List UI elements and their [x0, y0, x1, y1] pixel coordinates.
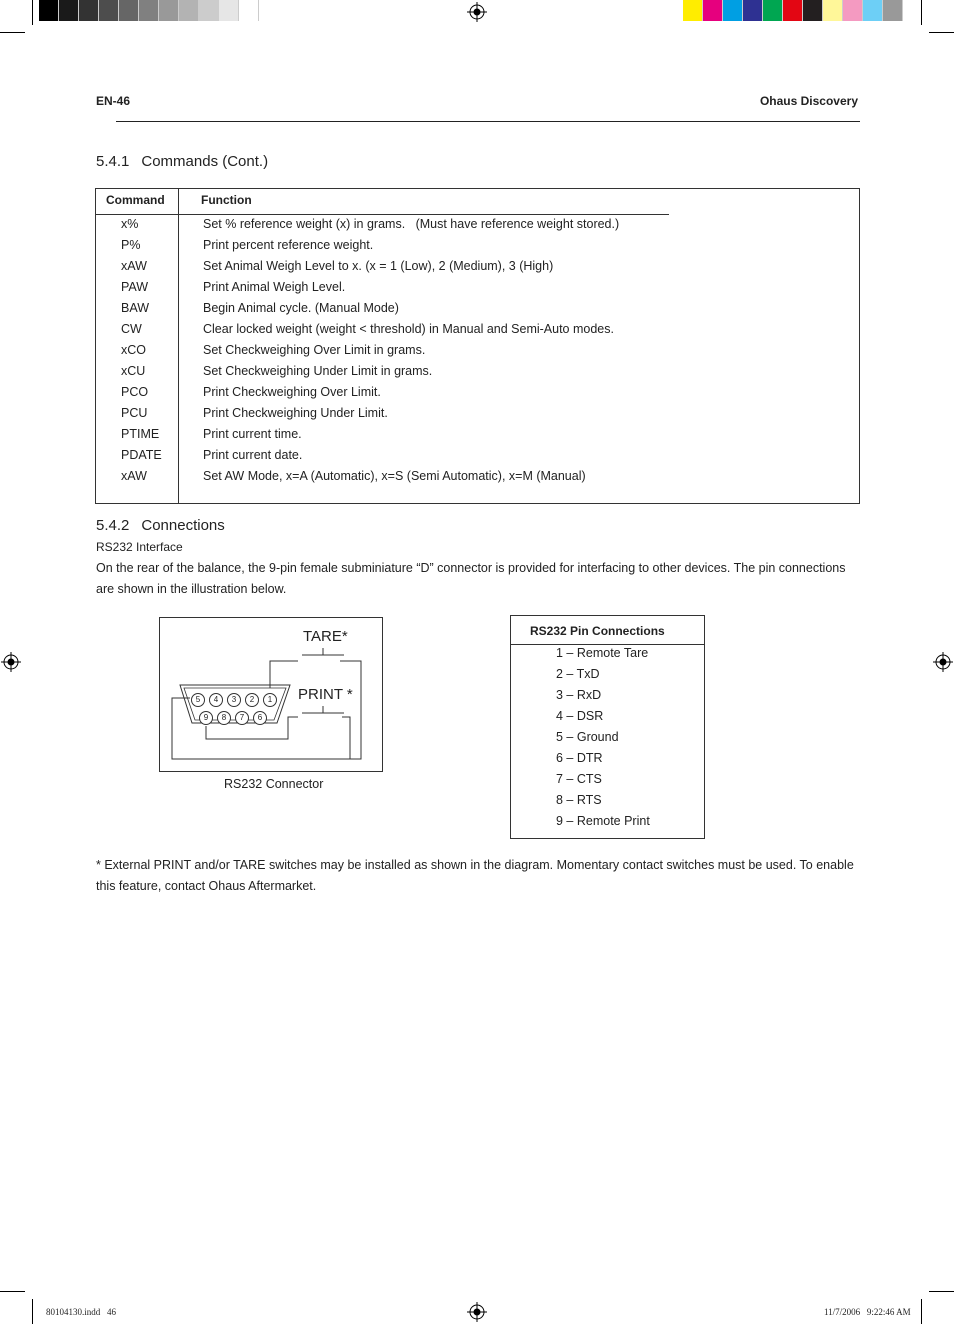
color-swatch	[743, 0, 763, 21]
color-swatch	[683, 0, 703, 21]
pin-list-item: 3 – RxD	[556, 688, 602, 702]
connector-pin: 9	[199, 711, 213, 725]
pin-list-item: 4 – DSR	[556, 709, 604, 723]
command-code: PCU	[121, 406, 148, 420]
print-switch-label: PRINT *	[298, 686, 353, 703]
crop-mark	[929, 1291, 954, 1292]
table-row	[96, 259, 859, 280]
column-header-command: Command	[106, 193, 165, 207]
command-code: xCU	[121, 364, 146, 378]
command-function: Print percent reference weight.	[203, 238, 374, 252]
registration-mark-icon	[1, 652, 21, 672]
table-row	[96, 469, 859, 490]
section-heading: Commands (Cont.)	[141, 153, 269, 170]
gray-swatch	[119, 0, 139, 21]
gray-color-bar	[39, 0, 259, 21]
pin-list-item: 1 – Remote Tare	[556, 646, 649, 660]
command-code: PDATE	[121, 448, 162, 462]
command-code: xAW	[121, 259, 147, 273]
gray-swatch	[199, 0, 219, 21]
crop-mark	[0, 32, 25, 33]
table-row	[96, 343, 859, 364]
pin-list-item: 6 – DTR	[556, 751, 603, 765]
tare-switch-label: TARE*	[303, 628, 348, 645]
registration-mark-icon	[933, 652, 953, 672]
table-row	[96, 364, 859, 385]
command-function: Print Checkweighing Under Limit.	[203, 406, 388, 420]
pin-list-item: 8 – RTS	[556, 793, 602, 807]
command-function: Begin Animal cycle. (Manual Mode)	[203, 301, 399, 315]
pin-table-divider	[511, 644, 704, 645]
print-file-slug: 80104130.indd 46	[46, 1307, 117, 1317]
print-timestamp: 11/7/2006 9:22:46 AM	[824, 1307, 911, 1317]
commands-table	[95, 188, 860, 504]
table-row	[96, 406, 859, 427]
page-number: EN-46	[96, 94, 131, 108]
connector-pin: 6	[253, 711, 267, 725]
color-swatch	[823, 0, 843, 21]
section-heading: Connections	[141, 517, 225, 534]
command-code: x%	[121, 217, 139, 231]
gray-swatch	[139, 0, 159, 21]
command-function: Print Checkweighing Over Limit.	[203, 385, 381, 399]
gray-swatch	[79, 0, 99, 21]
pin-table-header: RS232 Pin Connections	[530, 624, 665, 638]
registration-mark-icon	[467, 2, 487, 22]
section-number: 5.4.1	[96, 153, 130, 170]
gray-swatch	[219, 0, 239, 21]
footnote: * External PRINT and/or TARE switches may be installed as shown in the diagram. Momentary contact switches must be used. To enable this feature, contact Ohaus Aftermarket.	[96, 858, 854, 893]
command-function: Set Animal Weigh Level to x. (x = 1 (Low), 2 (Medium), 3 (High)	[203, 259, 554, 273]
command-function: Print current time.	[203, 427, 302, 441]
rs232-connector-diagram	[159, 617, 383, 772]
color-swatch	[763, 0, 783, 21]
command-function: Print Animal Weigh Level.	[203, 280, 346, 294]
command-code: xAW	[121, 469, 147, 483]
color-swatch	[803, 0, 823, 21]
command-code: PTIME	[121, 427, 160, 441]
table-row	[96, 217, 859, 238]
color-swatch	[863, 0, 883, 21]
table-row	[96, 238, 859, 259]
pin-list-item: 2 – TxD	[556, 667, 600, 681]
connector-pin: 8	[217, 711, 231, 725]
column-header-function: Function	[201, 193, 252, 207]
gray-swatch	[159, 0, 179, 21]
connector-pin: 7	[235, 711, 249, 725]
pin-list-item: 9 – Remote Print	[556, 814, 650, 828]
color-swatch	[783, 0, 803, 21]
connector-pin: 4	[209, 693, 223, 707]
command-code: PAW	[121, 280, 149, 294]
pin-list-item: 5 – Ground	[556, 730, 619, 744]
diagram-caption: RS232 Connector	[224, 777, 324, 791]
crop-mark	[32, 1299, 33, 1324]
connector-pin: 3	[227, 693, 241, 707]
command-code: CW	[121, 322, 142, 336]
registration-mark-icon	[467, 1302, 487, 1322]
command-code: BAW	[121, 301, 150, 315]
command-function: Print current date.	[203, 448, 303, 462]
crop-mark	[929, 32, 954, 33]
command-function: Set Checkweighing Over Limit in grams.	[203, 343, 426, 357]
command-function: Set Checkweighing Under Limit in grams.	[203, 364, 433, 378]
pin-list-item: 7 – CTS	[556, 772, 602, 786]
gray-swatch	[179, 0, 199, 21]
process-color-bar	[683, 0, 903, 21]
connections-paragraph: On the rear of the balance, the 9-pin female subminiature “D” connector is provided for interfacing to other devices. The pin connections are shown in the illustration below.	[96, 561, 846, 596]
command-code: PCO	[121, 385, 149, 399]
command-function: Set AW Mode, x=A (Automatic), x=S (Semi Automatic), x=M (Manual)	[203, 469, 586, 483]
table-row	[96, 301, 859, 322]
command-function: Set % reference weight (x) in grams. (Must have reference weight stored.)	[203, 217, 620, 231]
section-title-commands	[96, 153, 268, 170]
color-swatch	[883, 0, 903, 21]
product-name: Ohaus Discovery	[759, 94, 858, 108]
color-swatch	[843, 0, 863, 21]
gray-swatch	[239, 0, 259, 21]
pin-connections-table	[510, 615, 705, 839]
command-code: xCO	[121, 343, 146, 357]
color-swatch	[703, 0, 723, 21]
header-rule	[116, 121, 860, 122]
table-row	[96, 385, 859, 406]
table-row	[96, 427, 859, 448]
table-row	[96, 280, 859, 301]
connector-pin: 2	[245, 693, 259, 707]
gray-swatch	[39, 0, 59, 21]
color-swatch	[723, 0, 743, 21]
connector-pin: 5	[191, 693, 205, 707]
table-row	[96, 448, 859, 469]
crop-mark	[921, 0, 922, 25]
subsection-label: RS232 Interface	[96, 540, 183, 554]
crop-mark	[921, 1299, 922, 1324]
gray-swatch	[59, 0, 79, 21]
connector-pin: 1	[263, 693, 277, 707]
header-divider	[96, 214, 669, 215]
section-number: 5.4.2	[96, 517, 130, 534]
command-function: Clear locked weight (weight < threshold) in Manual and Semi-Auto modes.	[203, 322, 614, 336]
section-title-connections	[96, 517, 225, 534]
gray-swatch	[99, 0, 119, 21]
crop-mark	[0, 1291, 25, 1292]
table-row	[96, 322, 859, 343]
crop-mark	[32, 0, 33, 25]
command-code: P%	[121, 238, 141, 252]
